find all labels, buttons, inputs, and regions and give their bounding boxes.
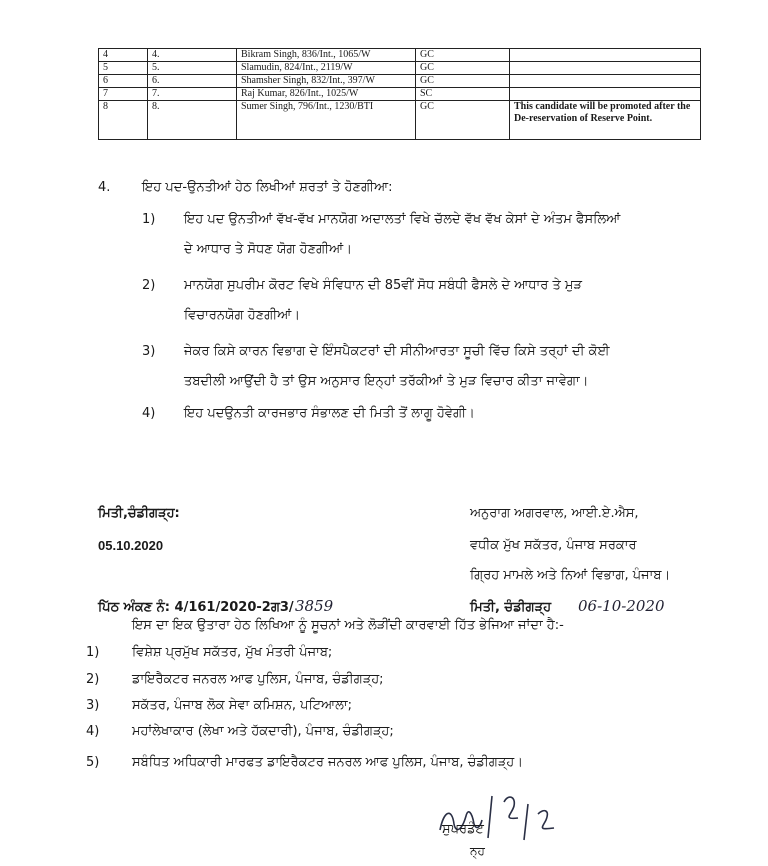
serial-cell: 5 <box>99 62 148 75</box>
table-row <box>99 62 701 75</box>
condition-number: 1) <box>142 212 156 227</box>
serial-cell: 5. <box>148 62 237 75</box>
remarks-cell <box>510 75 701 88</box>
serial-cell: 8. <box>148 101 237 140</box>
recipient-number: 2) <box>86 672 100 687</box>
handwritten-signature <box>430 790 590 850</box>
condition-number: 3) <box>142 344 156 359</box>
section-number: 4. <box>98 180 111 195</box>
place-label: ਮਿਤੀ,ਚੰਡੀਗੜ੍ਹ: <box>98 506 180 521</box>
table-row <box>99 101 701 140</box>
serial-cell: 6. <box>148 75 237 88</box>
category-cell: GC <box>416 62 510 75</box>
endorsement-number: 3859 <box>295 597 334 615</box>
name-cell: Bikram Singh, 836/Int., 1065/W <box>237 49 416 62</box>
promotion-table <box>98 48 701 140</box>
table-row <box>99 88 701 101</box>
name-cell: Sumer Singh, 796/Int., 1230/BTI <box>237 101 416 140</box>
conditions-heading: ਇਹ ਪਦ-ਉਨਤੀਆਂ ਹੇਠ ਲਿਖੀਆਂ ਸ਼ਰਤਾਂ ਤੇ ਹੋਣਗੀਆ: <box>142 180 393 195</box>
remarks-cell <box>510 62 701 75</box>
superintendent-suffix: ਨ੍ਹ <box>470 844 485 858</box>
endorsement-date: 06-10-2020 <box>578 597 665 615</box>
remarks-cell <box>510 49 701 62</box>
signatory-name: ਅਨੁਰਾਗ ਅਗਰਵਾਲ, ਆਈ.ਏ.ਐਸ, <box>470 506 639 521</box>
recipient-number: 1) <box>86 645 100 660</box>
issue-date: 05.10.2020 <box>98 538 164 553</box>
category-cell: SC <box>416 88 510 101</box>
recipient-number: 5) <box>86 755 100 770</box>
recipient-number: 4) <box>86 724 100 739</box>
recipient-text: ਡਾਇਰੈਕਟਰ ਜਨਰਲ ਆਫ ਪੁਲਿਸ, ਪੰਜਾਬ, ਚੰਡੀਗੜ੍ਹ; <box>132 672 384 687</box>
remarks-cell <box>510 88 701 101</box>
serial-cell: 4. <box>148 49 237 62</box>
serial-cell: 7 <box>99 88 148 101</box>
remarks-cell: This candidate will be promoted after the De-reservation of Reserve Point. <box>510 101 701 140</box>
category-cell: GC <box>416 101 510 140</box>
condition-text: ਜੇਕਰ ਕਿਸੇ ਕਾਰਨ ਵਿਭਾਗ ਦੇ ਇੰਸਪੈਕਟਰਾਂ ਦੀ ਸੀਨੀਆਰਤਾ ਸੂਚੀ ਵਿੱਚ ਕਿਸੇ ਤਰ੍ਹਾਂ ਦੀ ਕੋਈ <box>184 344 610 359</box>
serial-cell: 8 <box>99 101 148 140</box>
serial-cell: 7. <box>148 88 237 101</box>
condition-number: 4) <box>142 406 156 421</box>
condition-text: ਮਾਨਯੋਗ ਸੁਪਰੀਮ ਕੋਰਟ ਵਿਖੇ ਸੰਵਿਧਾਨ ਦੀ 85ਵੀਂ ਸੋਧ ਸਬੰਧੀ ਫੈਸਲੇ ਦੇ ਆਧਾਰ ਤੇ ਮੁੜ <box>184 278 582 293</box>
endorsement-intro: ਇਸ ਦਾ ਇਕ ਉਤਾਰਾ ਹੇਠ ਲਿਖਿਆ ਨੂੰ ਸੂਚਨਾਂ ਅਤੇ ਲੋੜੀਂਦੀ ਕਾਰਵਾਈ ਹਿੱਤ ਭੇਜਿਆ ਜਾਂਦਾ ਹੈ:- <box>132 618 564 633</box>
recipient-text: ਸਬੰਧਿਤ ਅਧਿਕਾਰੀ ਮਾਰਫਤ ਡਾਇਰੈਕਟਰ ਜਨਰਲ ਆਫ ਪੁਲਿਸ, ਪੰਜਾਬ, ਚੰਡੀਗੜ੍ਹ। <box>132 755 524 770</box>
table-row <box>99 75 701 88</box>
endorsement-label: ਪਿੱਠ ਅੰਕਣ ਨੰ: 4/161/2020-2ਗ3/ <box>98 600 294 615</box>
table-row <box>99 49 701 62</box>
name-cell: Raj Kumar, 826/Int., 1025/W <box>237 88 416 101</box>
recipient-number: 3) <box>86 698 100 713</box>
superintendent-label: ਸੁਪਰਡੰਟ <box>442 822 484 837</box>
condition-number: 2) <box>142 278 156 293</box>
name-cell: Shamsher Singh, 832/Int., 397/W <box>237 75 416 88</box>
serial-cell: 4 <box>99 49 148 62</box>
name-cell: Slamudin, 824/Int., 2119/W <box>237 62 416 75</box>
condition-text: ਇਹ ਪਦਉਨਤੀ ਕਾਰਜਭਾਰ ਸੰਭਾਲਣ ਦੀ ਮਿਤੀ ਤੋਂ ਲਾਗੂ ਹੋਵੇਗੀ। <box>184 406 475 421</box>
condition-text: ਤਬਦੀਲੀ ਆਉਂਦੀ ਹੈ ਤਾਂ ਉਸ ਅਨੁਸਾਰ ਇਨ੍ਹਾਂ ਤਰੱਕੀਆਂ ਤੇ ਮੁੜ ਵਿਚਾਰ ਕੀਤਾ ਜਾਵੇਗਾ। <box>184 374 589 389</box>
category-cell: GC <box>416 49 510 62</box>
condition-text: ਇਹ ਪਦ ਉਨਤੀਆਂ ਵੱਖ-ਵੱਖ ਮਾਨਯੋਗ ਅਦਾਲਤਾਂ ਵਿਖੇ ਚੱਲਦੇ ਵੱਖ ਵੱਖ ਕੇਸਾਂ ਦੇ ਅੰਤਮ ਫੈਸਲਿਆਂ <box>184 212 621 227</box>
signatory-designation: ਵਧੀਕ ਮੁੱਖ ਸਕੱਤਰ, ਪੰਜਾਬ ਸਰਕਾਰ <box>470 538 637 553</box>
condition-text: ਵਿਚਾਰਨਯੋਗ ਹੋਣਗੀਆਂ। <box>184 308 301 323</box>
endorsement-date-label: ਮਿਤੀ, ਚੰਡੀਗੜ੍ਹ <box>470 600 552 615</box>
category-cell: GC <box>416 75 510 88</box>
recipient-text: ਮਹਾਂਲੇਖਾਕਾਰ (ਲੇਖਾ ਅਤੇ ਹੱਕਦਾਰੀ), ਪੰਜਾਬ, ਚੰਡੀਗੜ੍ਹ; <box>132 724 394 739</box>
recipient-text: ਵਿਸ਼ੇਸ਼ ਪ੍ਰਮੁੱਖ ਸਕੱਤਰ, ਮੁੱਖ ਮੰਤਰੀ ਪੰਜਾਬ; <box>132 645 333 660</box>
serial-cell: 6 <box>99 75 148 88</box>
signatory-department: ਗ੍ਰਿਹ ਮਾਮਲੇ ਅਤੇ ਨਿਆਂ ਵਿਭਾਗ, ਪੰਜਾਬ। <box>470 568 671 583</box>
recipient-text: ਸਕੱਤਰ, ਪੰਜਾਬ ਲੋਕ ਸੇਵਾ ਕਮਿਸ਼ਨ, ਪਟਿਆਲਾ; <box>132 698 353 713</box>
condition-text: ਦੇ ਆਧਾਰ ਤੇ ਸੋਧਣ ਯੋਗ ਹੋਣਗੀਆਂ। <box>184 242 352 257</box>
